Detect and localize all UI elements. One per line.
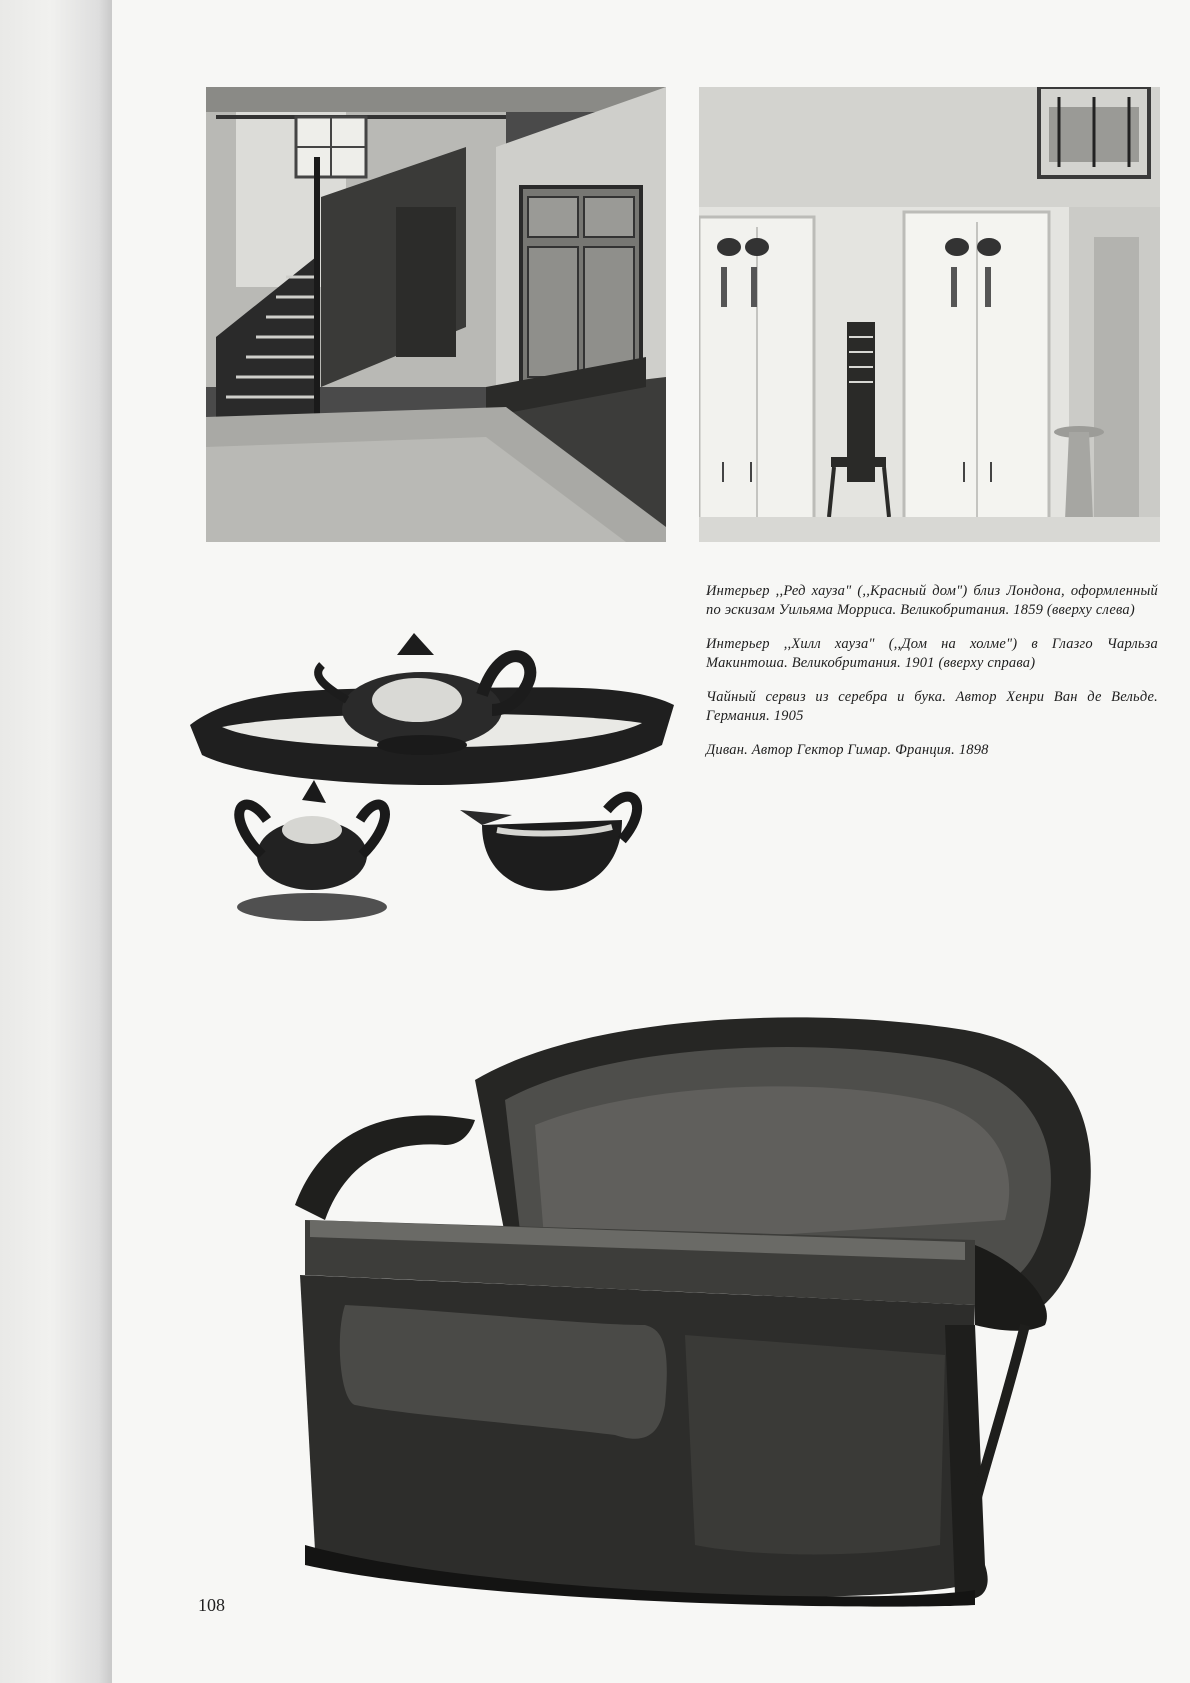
captions-block bbox=[706, 582, 1158, 775]
caption-sofa: Диван. Автор Гектор Гимар. Франция. 1898 bbox=[706, 742, 989, 758]
tea-set-photo bbox=[182, 615, 682, 945]
caption-red-house: Интерьер ,,Ред хауза" (,,Красный дом") близ Лондона, оформленный по эскизам Уильяма Морриса. Великобритания. 1859 (вверху слева) bbox=[706, 583, 1158, 618]
book-gutter bbox=[0, 0, 112, 1683]
red-house-interior-photo bbox=[206, 87, 666, 542]
hill-house-interior-photo bbox=[699, 87, 1160, 542]
caption-tea-set: Чайный сервиз из серебра и бука. Автор Хенри Ван де Вельде. Германия. 1905 bbox=[706, 689, 1158, 724]
sofa-photo bbox=[285, 1005, 1105, 1610]
caption-hill-house: Интерьер ,,Хилл хауза" (,,Дом на холме") в Глазго Чарльза Макинтоша. Великобритания. 1901 (вверху справа) bbox=[706, 636, 1158, 671]
page-number: 108 bbox=[198, 1595, 225, 1615]
